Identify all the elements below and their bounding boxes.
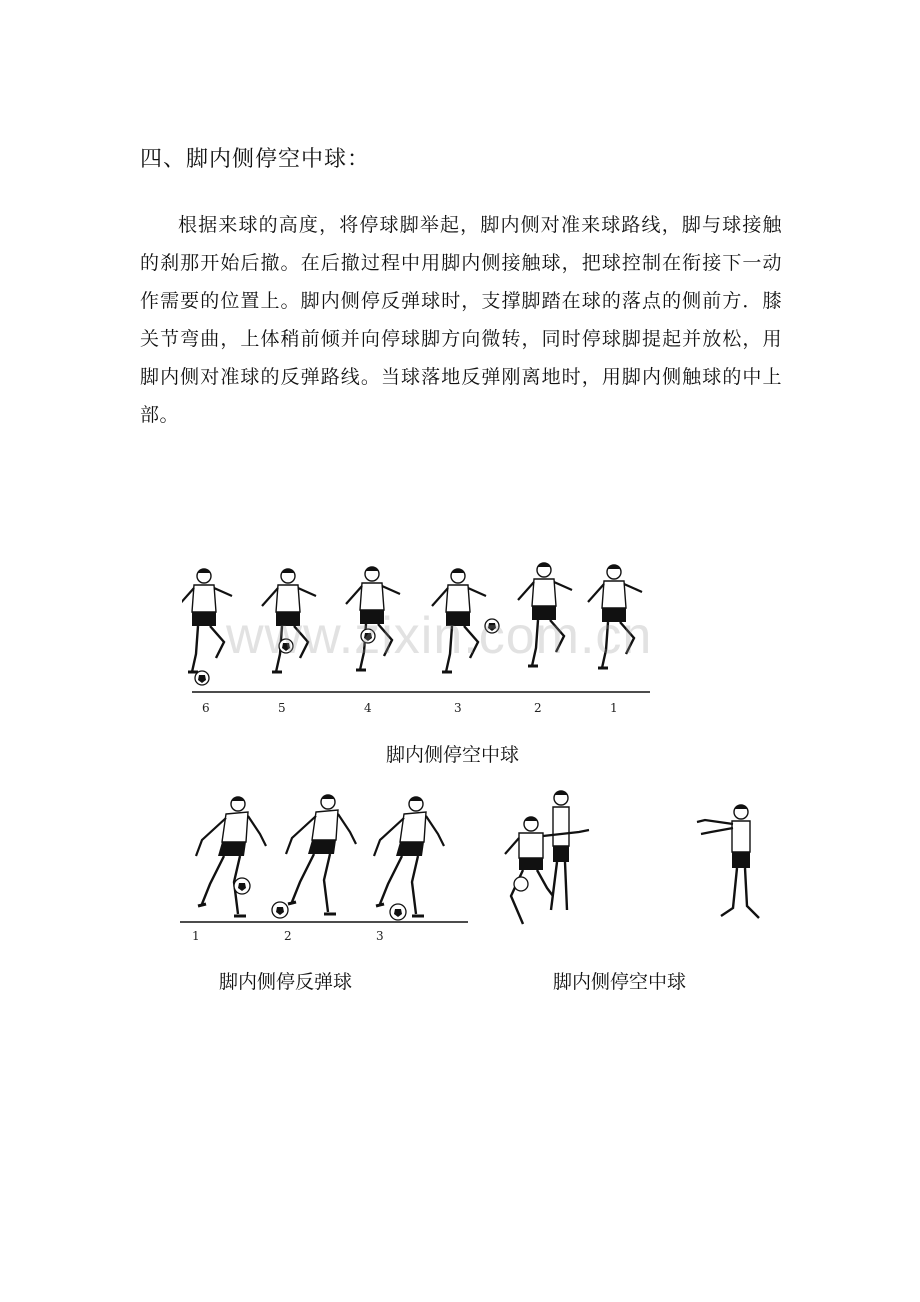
watermark: www.zixin.com.cn (226, 607, 653, 665)
frame-number: 3 (376, 929, 384, 943)
frame-number: 1 (192, 929, 200, 943)
figure-caption: 脚内侧停反弹球 (219, 971, 353, 993)
figure-aerial-pair (495, 788, 775, 948)
frame-number: 4 (364, 701, 372, 715)
frame-number: 2 (534, 701, 542, 715)
player-pair-illustration (495, 788, 775, 948)
frame-number: 6 (202, 701, 210, 715)
body-text (140, 206, 782, 434)
paragraph: 根据来球的高度，将停球脚举起，脚内侧对准来球路线，脚与球接触的刹那开始后撤。在后撤过程中用脚内侧接触球，把球控制在衔接下一动作需要的位置上。脚内侧停反弹球时，支撑脚踏在球的落点的侧前方．膝关节弯曲，上体稍前倾并向停球脚方向微转，同时停球脚提起并放松，用脚内侧对准球的反弹路线。当球落地反弹刚离地时，用脚内侧触球的中上部。 (140, 214, 782, 426)
frame-number: 5 (278, 701, 286, 715)
figure-bounce-sequence (170, 788, 470, 948)
section-heading: 四、脚内侧停空中球： (140, 147, 371, 172)
figure-caption: 脚内侧停空中球 (553, 971, 687, 993)
player-bounce-illustration (170, 788, 470, 948)
frame-number: 1 (610, 701, 618, 715)
receiver-figure (505, 817, 589, 924)
frame-number: 3 (454, 701, 462, 715)
thrower-figure (697, 805, 759, 918)
frame-number: 2 (284, 929, 292, 943)
figure-caption: 脚内侧停空中球 (386, 744, 520, 766)
defender-figure (551, 791, 569, 910)
